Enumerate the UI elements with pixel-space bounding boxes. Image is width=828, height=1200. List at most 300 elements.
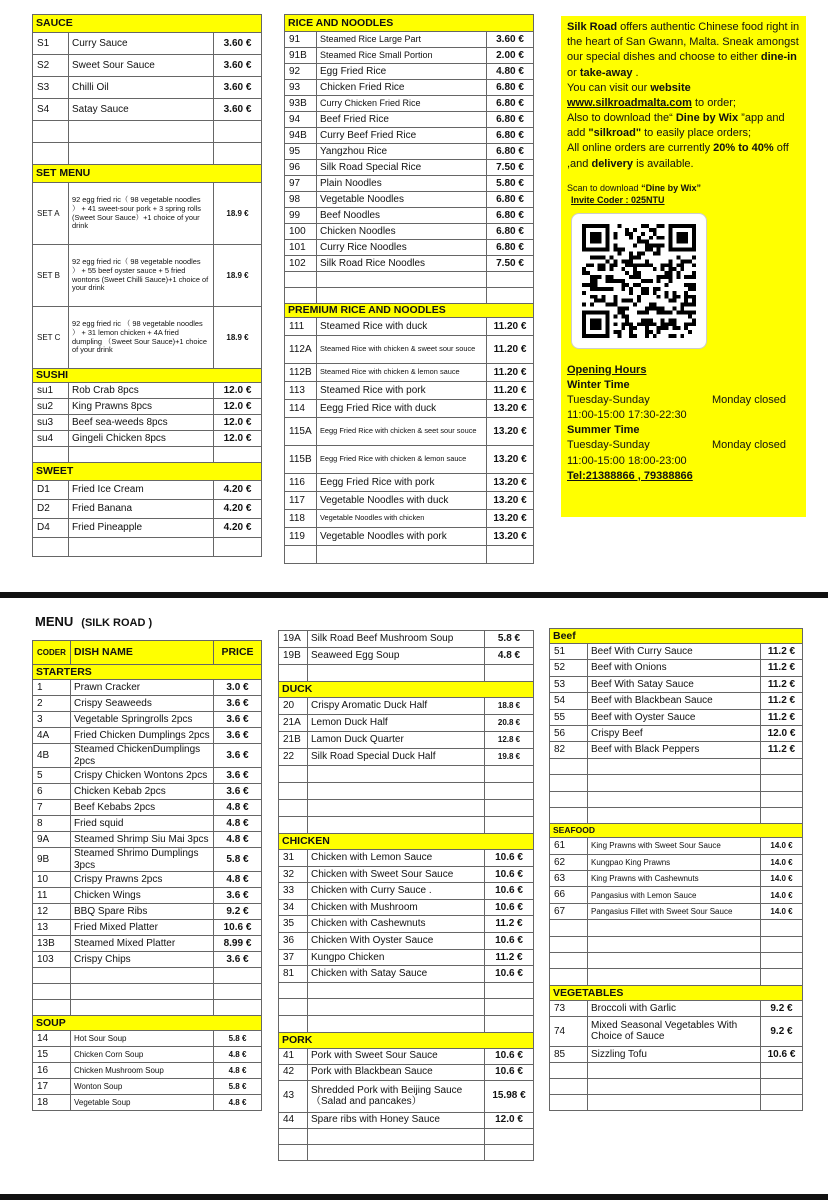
item-name: Sizzling Tofu [588,1046,761,1062]
item-code: 95 [285,144,317,160]
item-name: Silk Road Special Duck Half [308,749,485,766]
item-price: 12.0 € [214,415,262,431]
item-price: 6.80 € [487,128,534,144]
item-name [71,1000,214,1016]
item-name [308,766,485,783]
item-price: 10.6 € [485,932,534,949]
menu-item-row [285,400,534,418]
item-code: 18 [33,1095,71,1111]
take-away-label: take-away [579,66,633,79]
item-name: Fried Mixed Platter [71,920,214,936]
menu-item-row [550,871,803,887]
item-code: 56 [550,725,588,741]
item-price: 13.20 € [487,492,534,510]
item-name: Steamed Shrimo Dumplings 3pcs [71,848,214,872]
menu-item-row [285,510,534,528]
sweet-title-row [33,463,262,481]
item-name: Chicken with Lemon Sauce [308,850,485,867]
item-name [317,288,487,304]
item-name: Beef with Blackbean Sauce [588,693,761,709]
item-code: 115B [285,446,317,474]
item-name: Steamed Shrimp Siu Mai 3pcs [71,832,214,848]
to-order-text: to order; [691,96,736,109]
menu-item-row [285,446,534,474]
empty-row [279,999,534,1016]
item-price [761,1062,803,1078]
item-name: Broccoli with Garlic [588,1000,761,1016]
item-name: Beef Fried Rice [317,112,487,128]
section-title: STARTERS [33,665,262,680]
item-code [33,984,71,1000]
menu-item-row [285,240,534,256]
item-price [487,546,534,564]
item-name [69,538,214,557]
item-name: Curry Chicken Fried Rice [317,96,487,112]
item-price: 6.80 € [487,80,534,96]
item-code [550,1078,588,1094]
item-name: Egg Fried Rice [317,64,487,80]
item-name: Prawn Cracker [71,680,214,696]
item-code [33,1000,71,1016]
item-name: Steamed Rice Small Portion [317,48,487,64]
menu-item-row [285,32,534,48]
item-price: 4.8 € [214,1063,262,1079]
item-code [33,121,69,143]
section-title: SOUP [33,1016,262,1031]
item-name: Silk Road Special Rice [317,160,487,176]
item-name [71,984,214,1000]
item-code: 31 [279,850,308,867]
item-price [485,800,534,817]
item-code: 36 [279,932,308,949]
section-title: SWEET [33,463,262,481]
item-price: 10.6 € [485,1048,534,1064]
item-code: 113 [285,382,317,400]
set-menu-section [33,165,262,369]
menu-item-row [33,920,262,936]
menu-item-row [33,500,262,519]
item-code: 66 [550,887,588,903]
chicken-title-row [279,834,534,850]
menu-item-row [285,64,534,80]
item-code: 93 [285,80,317,96]
item-code [279,1144,308,1160]
item-price: 4.20 € [214,481,262,500]
item-code: 94B [285,128,317,144]
menu-item-row [33,800,262,816]
item-code: 119 [285,528,317,546]
dine-by-wix-label: Dine by Wix [675,112,739,125]
item-code: 44 [279,1112,308,1128]
item-price: 3.6 € [214,728,262,744]
menu-item-row [33,183,262,245]
item-price: 10.6 € [485,1064,534,1080]
menu-item-row [33,519,262,538]
item-code: 61 [550,838,588,854]
item-name: Lemon Duck Half [308,715,485,732]
or-text: or [567,66,580,79]
menu-item-row [279,916,534,933]
item-name: Curry Beef Fried Rice [317,128,487,144]
item-price: 20.8 € [485,715,534,732]
item-name: 92 egg fried ric（ 98 vegetable noodles ） + 55 beef oyster sauce + 5 fried wontons (Sweet Chilli Sauce)+1 choice of your drink [69,245,214,307]
item-name: Steamed Rice with duck [317,318,487,336]
item-code: 55 [550,709,588,725]
item-code [279,783,308,800]
empty-row [279,783,534,800]
dine-in-label: dine-in [760,51,797,64]
item-code: 96 [285,160,317,176]
item-name: Chicken With Oyster Sauce [308,932,485,949]
item-code [550,791,588,807]
menu-item-row [285,112,534,128]
item-name: Kungpao King Prawns [588,854,761,870]
item-price: 11.20 € [487,364,534,382]
item-name [308,999,485,1016]
beef-seafood-veg-table [549,628,803,1111]
item-price: 12.0 € [214,399,262,415]
item-name: Chicken with Sweet Sour Sauce [308,866,485,883]
menu-item-row [285,208,534,224]
summer-closed: Monday closed [712,439,786,452]
menu-item-row [279,966,534,983]
item-price [485,783,534,800]
item-code [33,447,69,463]
menu-item-row [33,431,262,447]
download-end: to easily place orders; [641,127,752,140]
item-code: 4A [33,728,71,744]
menu-item-row [279,715,534,732]
item-name: Eegg Fried Rice with chicken & lemon sauce [317,446,487,474]
item-code [550,775,588,791]
middle-column-table [284,14,534,564]
empty-row [279,800,534,817]
item-price: 3.6 € [214,768,262,784]
item-code: SET B [33,245,69,307]
item-name [69,143,214,165]
item-code: 1 [33,680,71,696]
item-code: 34 [279,899,308,916]
item-price: 13.20 € [487,400,534,418]
menu-item-row [33,904,262,920]
empty-row [33,121,262,143]
item-code: 101 [285,240,317,256]
offer-end: is available. [633,157,694,170]
empty-row [279,1015,534,1032]
item-name: Chicken with Mushroom [308,899,485,916]
item-name: Fried squid [71,816,214,832]
item-code [279,999,308,1016]
item-price [485,999,534,1016]
summer-hours: 11:00-15:00 18:00-23:00 [567,454,687,467]
item-code: 99 [285,208,317,224]
item-code: 53 [550,676,588,692]
item-name: Fried Banana [69,500,214,519]
item-name: Yangzhou Rice [317,144,487,160]
menu-item-row [285,96,534,112]
item-code: 5 [33,768,71,784]
item-price: 5.8 € [485,631,534,648]
phone-numbers[interactable]: Tel:21388866 , 79388866 [567,469,693,482]
menu-item-row [279,1064,534,1080]
item-price [761,953,803,969]
menu-item-row [33,888,262,904]
item-code: 63 [550,871,588,887]
item-name: Vegetable Springrolls 2pcs [71,712,214,728]
item-price [761,758,803,774]
item-name [317,272,487,288]
item-name: Chicken Fried Rice [317,80,487,96]
item-price [485,766,534,783]
item-code [279,982,308,999]
item-code: su4 [33,431,69,447]
item-price [761,969,803,985]
sauce-section [33,15,262,165]
item-code: 17 [33,1079,71,1095]
menu-item-row [33,1047,262,1063]
summer-days: Tuesday-Sunday [567,439,650,452]
winter-title: Winter Time [567,378,630,391]
item-code: 115A [285,418,317,446]
item-name: Beef With Satay Sauce [588,676,761,692]
item-code: 117 [285,492,317,510]
item-price [761,1094,803,1110]
item-name: Hot Sour Soup [71,1031,214,1047]
menu-item-row [279,732,534,749]
item-name: Satay Sauce [69,99,214,121]
item-code: 10 [33,872,71,888]
item-name: Crispy Seaweeds [71,696,214,712]
item-name: Vegetable Noodles with duck [317,492,487,510]
item-price [214,984,262,1000]
item-code: SET C [33,307,69,369]
item-price: 3.6 € [214,952,262,968]
item-name [588,936,761,952]
menu-item-row [33,77,262,99]
item-price [761,920,803,936]
item-name: Beef sea-weeds 8pcs [69,415,214,431]
item-price: 3.60 € [214,33,262,55]
menu-item-row [279,932,534,949]
menu-item-row [279,949,534,966]
empty-row [550,920,803,936]
item-code [550,758,588,774]
item-code: 118 [285,510,317,528]
item-price: 11.2 € [761,693,803,709]
item-name: Spare ribs with Honey Sauce [308,1112,485,1128]
menu-item-row [285,160,534,176]
item-price: 3.0 € [214,680,262,696]
empty-row [279,982,534,999]
item-name: Chicken with Curry Sauce . [308,883,485,900]
menu-item-row [550,676,803,692]
menu-item-row [550,1016,803,1046]
sauce-title-row [33,15,262,33]
item-price [485,982,534,999]
invite-code: Invite Coder : 025NTU [571,195,665,206]
item-name [308,817,485,834]
item-price: 5.80 € [487,176,534,192]
empty-row [550,791,803,807]
qr-code-graphic [582,224,696,338]
menu-item-row [285,318,534,336]
item-code [285,546,317,564]
item-price: 11.2 € [485,916,534,933]
item-price [485,1015,534,1032]
item-price: 14.0 € [761,903,803,919]
item-name: Pork with Sweet Sour Sauce [308,1048,485,1064]
menu-item-row [550,742,803,758]
menu-item-row [550,660,803,676]
item-code: 42 [279,1064,308,1080]
item-price: 13.20 € [487,510,534,528]
item-price: 6.80 € [487,144,534,160]
sweet-section [33,463,262,557]
menu-item-row [285,128,534,144]
item-code: 92 [285,64,317,80]
menu-item-row [550,854,803,870]
item-name: Beef with Oyster Sauce [588,709,761,725]
item-name [588,969,761,985]
item-code: 85 [550,1046,588,1062]
empty-row [279,817,534,834]
item-code [550,920,588,936]
item-price: 13.20 € [487,418,534,446]
item-code: su2 [33,399,69,415]
menu-item-row [33,728,262,744]
item-price: 6.80 € [487,224,534,240]
item-code [285,288,317,304]
item-name [308,1128,485,1144]
item-name: Wonton Soup [71,1079,214,1095]
item-code [33,968,71,984]
menu-item-row [33,848,262,872]
menu-item-row [285,382,534,400]
item-price: 13.20 € [487,528,534,546]
premium-title-row [285,304,534,318]
item-price: 14.0 € [761,887,803,903]
item-code: 22 [279,749,308,766]
qr-code-icon[interactable] [571,213,707,349]
menu-item-row [33,55,262,77]
menu-item-row [550,1000,803,1016]
menu-item-row [279,883,534,900]
item-price: 10.6 € [485,899,534,916]
item-code: 97 [285,176,317,192]
item-name [588,1078,761,1094]
seafood-title-row [550,824,803,838]
item-price: 9.2 € [761,1000,803,1016]
item-price [485,817,534,834]
empty-row [33,968,262,984]
item-price [761,791,803,807]
item-name [317,546,487,564]
item-code: 43 [279,1080,308,1112]
item-code: 4B [33,744,71,768]
item-code: 91B [285,48,317,64]
item-price [487,272,534,288]
website-link[interactable]: www.silkroadmalta.com [567,96,692,109]
item-name [308,665,485,682]
item-code: S2 [33,55,69,77]
item-price: 13.20 € [487,446,534,474]
item-price: 3.6 € [214,744,262,768]
item-name: Steamed Mixed Platter [71,936,214,952]
column-header [33,641,262,665]
item-code: S1 [33,33,69,55]
winter-days: Tuesday-Sunday [567,393,650,406]
item-price: 4.8 € [214,832,262,848]
rice-noodles-section [285,15,534,304]
download-intro: Also to download the“ [567,112,676,125]
item-code: 9A [33,832,71,848]
item-name: Chicken Corn Soup [71,1047,214,1063]
menu-item-row [279,1048,534,1064]
item-price [214,968,262,984]
code-header: CODER [33,641,71,665]
item-name: Chilli Oil [69,77,214,99]
duck-title-row [279,682,534,698]
item-price: 14.0 € [761,871,803,887]
item-code: 2 [33,696,71,712]
item-code: 21A [279,715,308,732]
item-name: Crispy Beef [588,725,761,741]
about-text [567,20,800,81]
item-price: 14.0 € [761,854,803,870]
item-price: 5.8 € [214,1079,262,1095]
item-price: 3.6 € [214,784,262,800]
item-name: Eegg Fried Rice with chicken & seet sour souce [317,418,487,446]
sushi-section [33,369,262,463]
item-price [214,121,262,143]
item-name: Silk Road Beef Mushroom Soup [308,631,485,648]
item-price: 7.50 € [487,256,534,272]
menu-item-row [285,364,534,382]
winter-closed: Monday closed [712,393,786,406]
empty-row [33,447,262,463]
item-name: Fried Chicken Dumplings 2pcs [71,728,214,744]
empty-row [279,1144,534,1160]
pork-section [279,1032,534,1160]
menu-item-row [550,693,803,709]
item-price: 3.6 € [214,712,262,728]
item-price: 4.8 € [485,648,534,665]
item-price: 9.2 € [761,1016,803,1046]
item-code: 112B [285,364,317,382]
starters-soup-table [32,640,262,1111]
item-price: 9.2 € [214,904,262,920]
item-price: 12.8 € [485,732,534,749]
section-title: RICE AND NOODLES [285,15,534,32]
empty-row [550,758,803,774]
item-name: Steamed Rice with chicken & sweet sour souce [317,336,487,364]
premium-section [285,304,534,564]
item-name: Crispy Chips [71,952,214,968]
item-code: 116 [285,474,317,492]
item-code: 37 [279,949,308,966]
empty-row [550,953,803,969]
menu-item-row [33,744,262,768]
empty-row [33,1000,262,1016]
empty-row [550,969,803,985]
opening-hours [567,363,800,484]
item-price: 3.6 € [214,888,262,904]
item-price: 18.9 € [214,307,262,369]
item-code: 13 [33,920,71,936]
item-name: Pangasius Fillet with Sweet Sour Sauce [588,903,761,919]
menu-item-row [33,784,262,800]
item-code: 91 [285,32,317,48]
